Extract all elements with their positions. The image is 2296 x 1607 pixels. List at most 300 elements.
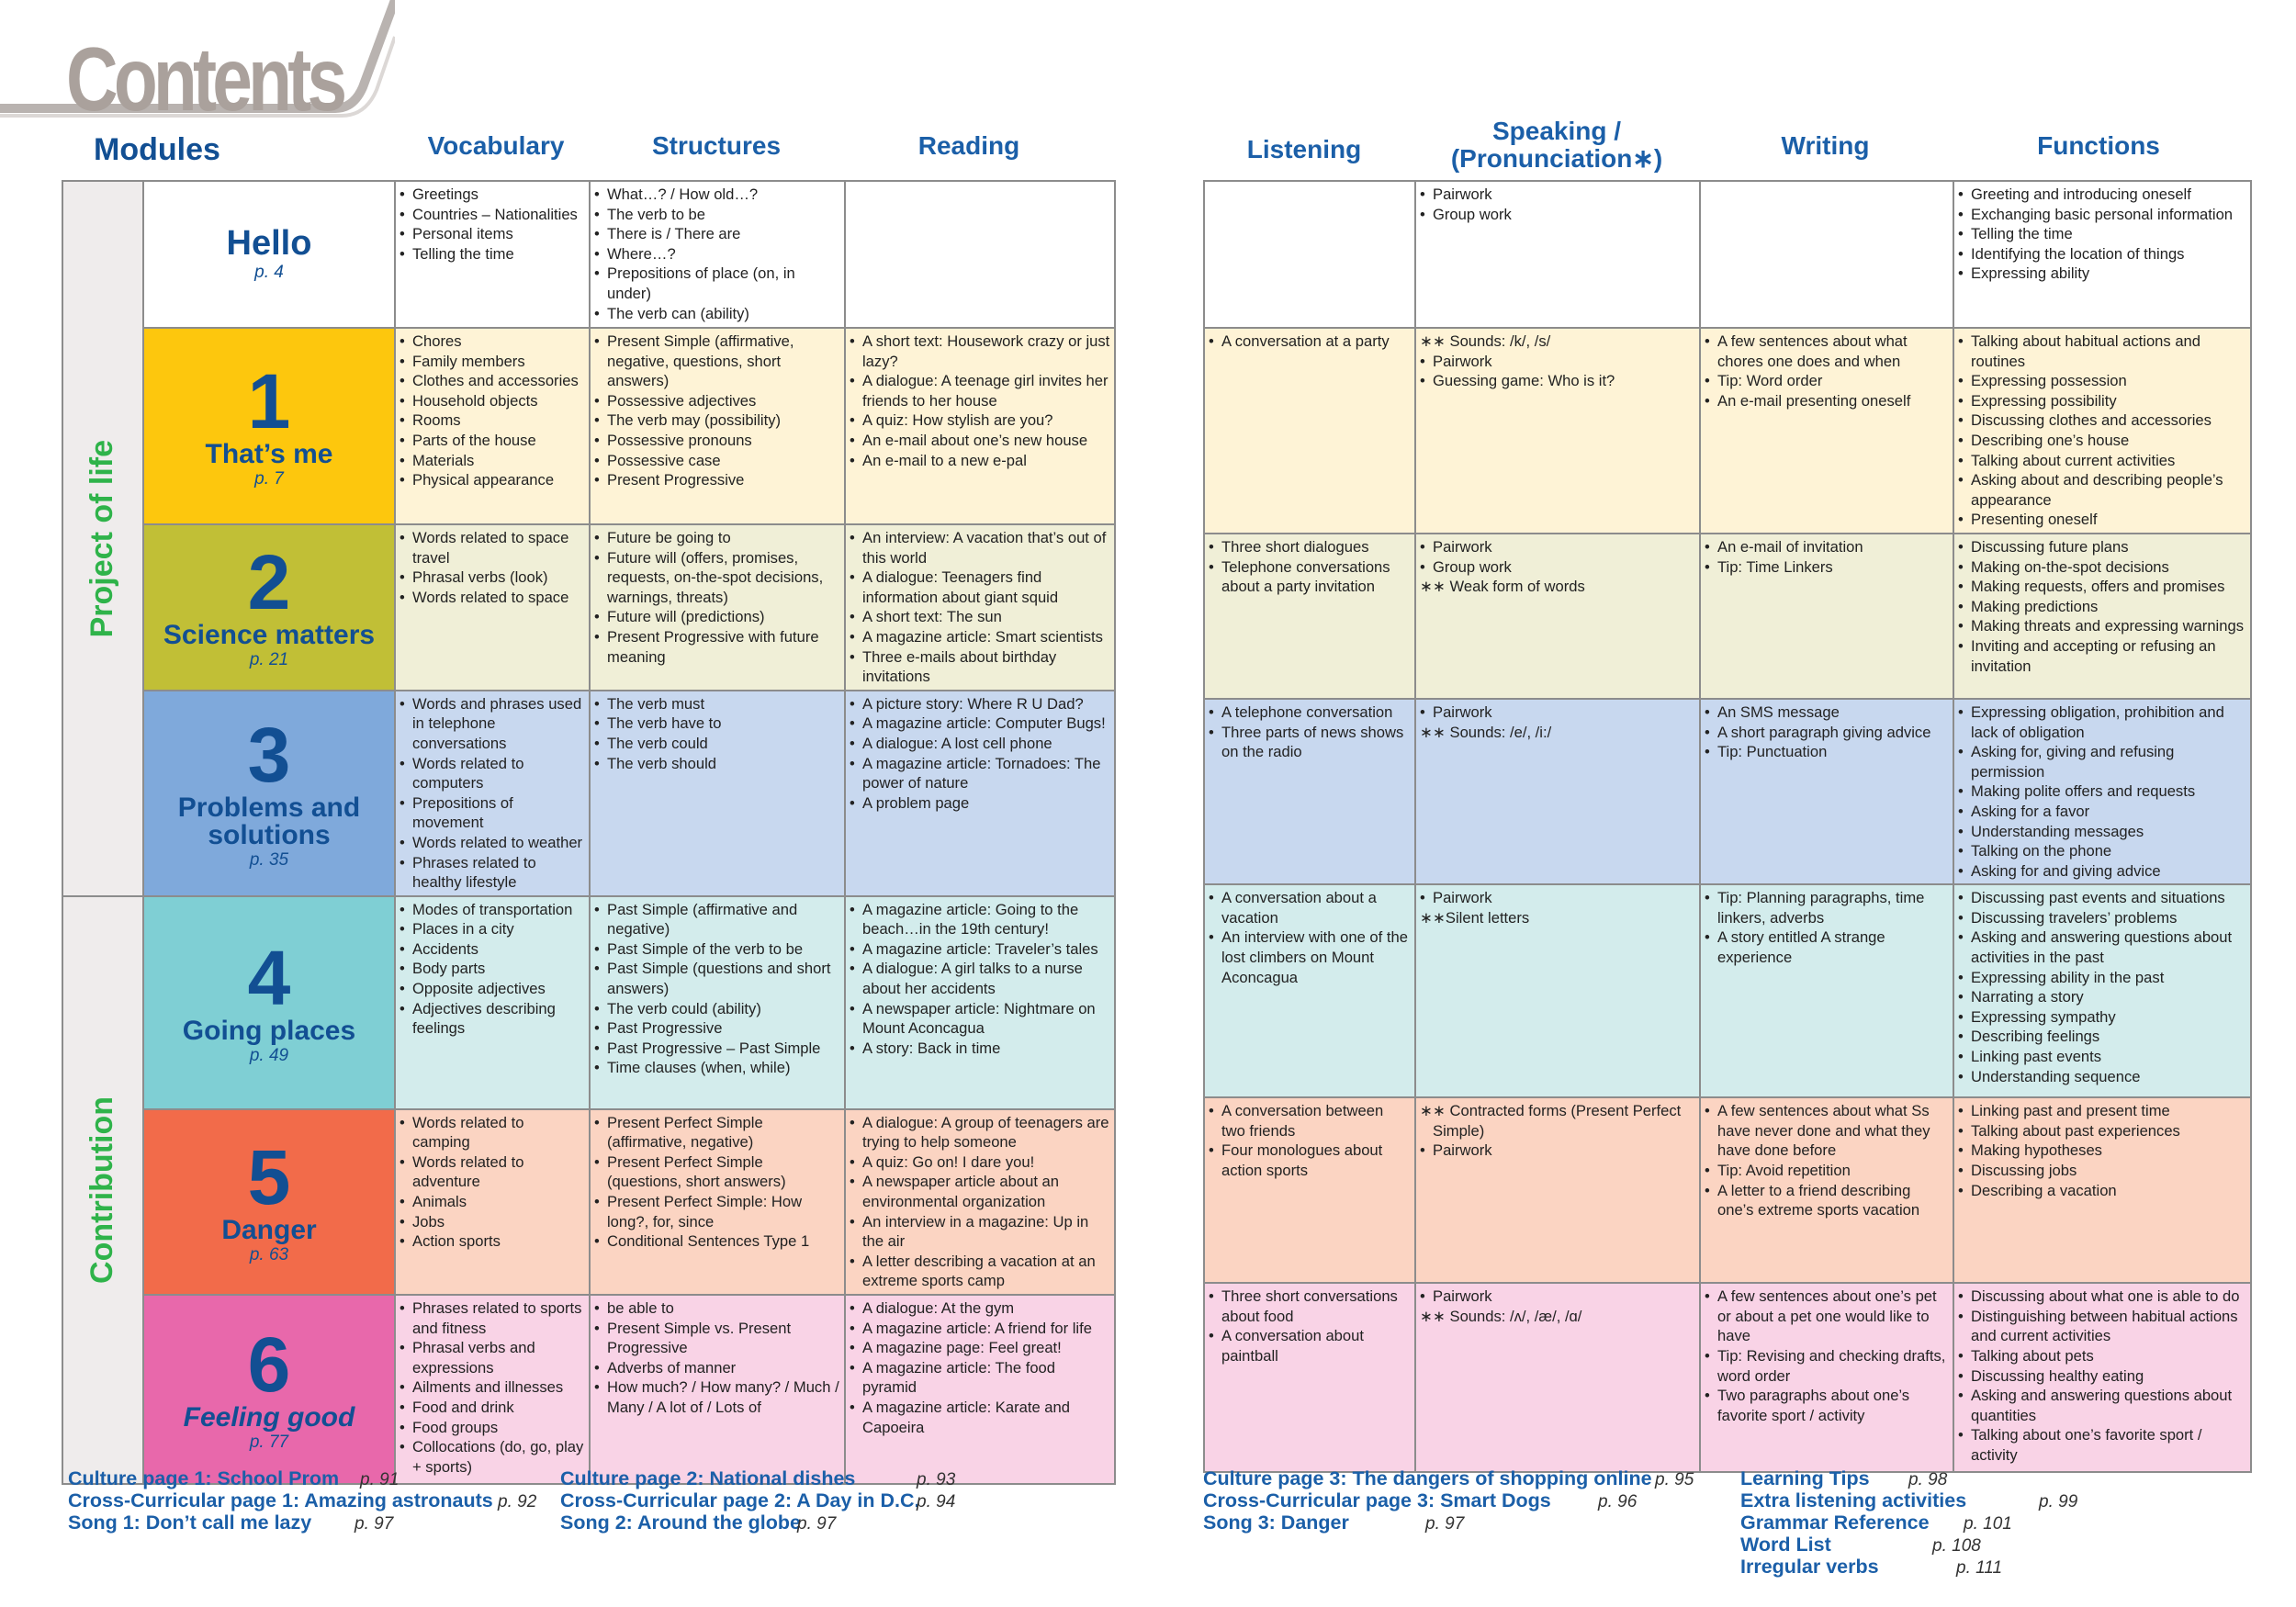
module-cell <box>143 1109 395 1295</box>
list-item: • The verb should <box>594 754 840 774</box>
reading-cell <box>845 181 1115 328</box>
module-number: 3 <box>247 711 291 798</box>
list-item: • Telling the time <box>1958 224 2246 244</box>
list-item: • Present Simple vs. Present Progressive <box>594 1319 840 1358</box>
item-list <box>594 332 840 490</box>
footer-item[interactable] <box>560 1467 956 1489</box>
list-item: • Tip: Avoid repetition <box>1705 1161 1949 1181</box>
footer-item[interactable] <box>1740 1511 2012 1534</box>
header-speaking-line1: Speaking / <box>1491 117 1622 145</box>
list-item: • Guessing game: Who is it? <box>1420 371 1695 391</box>
footer-item-page: p. 101 <box>1964 1514 2012 1534</box>
vocabulary-cell <box>395 328 590 524</box>
list-item: • A short paragraph giving advice <box>1705 723 1949 743</box>
list-item: • A magazine article: Going to the beach…in the 19th century! <box>850 900 1110 939</box>
item-list <box>1958 1101 2246 1200</box>
reading-cell <box>845 524 1115 691</box>
listening-cell <box>1204 181 1415 328</box>
list-item: • Describing feelings <box>1958 1027 2246 1047</box>
list-item: • A quiz: Go on! I dare you! <box>850 1152 1110 1173</box>
list-item: • Present Progressive with future meaning <box>594 627 840 667</box>
list-item: • Talking about habitual actions and routines <box>1958 332 2246 371</box>
vocabulary-cell <box>395 181 590 328</box>
list-item: • An e-mail presenting oneself <box>1705 391 1949 411</box>
header-reading: Reading <box>917 131 1020 160</box>
list-item: • A conversation about a vacation <box>1209 888 1411 927</box>
list-item: • Expressing obligation, prohibition and lack of obligation <box>1958 702 2246 742</box>
list-item: • Accidents <box>400 939 585 960</box>
list-item: • A letter to a friend describing one’s extreme sports vacation <box>1705 1181 1949 1220</box>
module-page: p. 49 <box>249 1045 289 1065</box>
list-item: • What…? / How old…? <box>594 185 840 205</box>
list-item: • Time clauses (when, while) <box>594 1058 840 1078</box>
item-list <box>400 1298 585 1477</box>
writing-cell <box>1700 699 1953 884</box>
list-item: • Phrases related to healthy lifestyle <box>400 853 585 893</box>
list-item: • A conversation at a party <box>1209 332 1411 352</box>
list-item: • Present Simple (affirmative, negative, questions, short answers) <box>594 332 840 391</box>
list-item: • Group work <box>1420 557 1695 578</box>
module-name: That’s me <box>205 439 333 469</box>
module-row <box>1204 181 2251 328</box>
list-item: • Places in a city <box>400 919 585 939</box>
list-item: • Present Perfect Simple (affirmative, negative) <box>594 1113 840 1152</box>
list-item: • The verb can (ability) <box>594 304 840 324</box>
list-item: • Prepositions of movement <box>400 793 585 833</box>
list-item: • Asking and answering questions about activities in the past <box>1958 927 2246 967</box>
footer-item-page: p. 111 <box>1956 1558 2003 1578</box>
list-item: • Adverbs of manner <box>594 1358 840 1378</box>
list-item: • Action sports <box>400 1231 585 1252</box>
list-item: • A problem page <box>850 793 1110 814</box>
list-item: • Three short conversations about food <box>1209 1287 1411 1326</box>
list-item: • Understanding sequence <box>1958 1067 2246 1087</box>
list-item: • Tip: Planning paragraphs, time linkers, adverbs <box>1705 888 1949 927</box>
list-item: • A magazine article: The food pyramid <box>850 1358 1110 1398</box>
list-item: • An SMS message <box>1705 702 1949 723</box>
item-list <box>1705 332 1949 410</box>
list-item: • Tip: Punctuation <box>1705 742 1949 762</box>
list-item: • Pairwork <box>1420 537 1695 557</box>
module-name: Danger <box>221 1214 317 1245</box>
writing-cell <box>1700 328 1953 534</box>
list-item: • Present Perfect Simple (questions, short answers) <box>594 1152 840 1192</box>
list-item: • An interview: A vacation that’s out of this world <box>850 528 1110 568</box>
item-list <box>1705 537 1949 577</box>
listening-cell <box>1204 1097 1415 1283</box>
list-item: • Tip: Time Linkers <box>1705 557 1949 578</box>
header-writing: Writing <box>1781 131 1870 160</box>
list-item: • Prepositions of place (on, in under) <box>594 264 840 303</box>
item-list <box>400 332 585 490</box>
speaking-cell <box>1415 1283 1700 1472</box>
module-row <box>1204 1097 2251 1283</box>
list-item: • Two paragraphs about one’s favorite sport / activity <box>1705 1386 1949 1425</box>
module-cell <box>143 181 395 328</box>
item-list <box>1209 332 1411 352</box>
item-list <box>594 185 840 323</box>
footer-item[interactable] <box>68 1511 394 1534</box>
module-row <box>62 896 1115 1109</box>
structures-cell <box>590 1295 845 1484</box>
list-item: • Possessive case <box>594 451 840 471</box>
list-item: • The verb may (possibility) <box>594 410 840 431</box>
listening-cell <box>1204 699 1415 884</box>
list-item: • Present Progressive <box>594 470 840 490</box>
list-item: • A dialogue: Teenagers find information about giant squid <box>850 568 1110 607</box>
module-row <box>1204 884 2251 1097</box>
list-item: • Words related to camping <box>400 1113 585 1152</box>
list-item: • A few sentences about one’s pet or about a pet one would like to have <box>1705 1287 1949 1346</box>
footer-item-label: Irregular verbs <box>1740 1556 1879 1578</box>
item-list <box>850 1298 1110 1437</box>
item-list <box>594 1298 840 1418</box>
item-list <box>1209 1287 1411 1365</box>
footer-item-label: Word List <box>1740 1534 1831 1556</box>
functions-cell <box>1953 181 2251 328</box>
list-item: • Words related to adventure <box>400 1152 585 1192</box>
list-item: • A magazine article: Tornadoes: The power of nature <box>850 754 1110 793</box>
module-page: p. 63 <box>249 1244 289 1264</box>
item-list <box>1958 888 2246 1086</box>
header-speaking-line2: (Pronunciation∗) <box>1450 144 1663 173</box>
writing-cell <box>1700 181 1953 328</box>
item-list <box>594 694 840 773</box>
listening-cell <box>1204 884 1415 1097</box>
footer-item[interactable] <box>1740 1489 2078 1511</box>
list-item: • Making on-the-spot decisions <box>1958 557 2246 578</box>
list-item: • Expressing ability <box>1958 264 2246 284</box>
list-item: • A magazine article: Computer Bugs! <box>850 714 1110 734</box>
module-row <box>62 1295 1115 1484</box>
footer-item-page: p. 95 <box>1655 1470 1694 1489</box>
list-item: • Understanding messages <box>1958 822 2246 842</box>
list-item: • Household objects <box>400 391 585 411</box>
item-list <box>1420 1287 1695 1326</box>
item-list <box>1705 702 1949 762</box>
list-item: • Expressing possession <box>1958 371 2246 391</box>
item-list <box>400 528 585 607</box>
list-item: • Discussing travelers’ problems <box>1958 908 2246 928</box>
section-label-text: Project of life <box>84 439 120 638</box>
list-item: • A dialogue: At the gym <box>850 1298 1110 1319</box>
list-item: • Asking for a favor <box>1958 802 2246 822</box>
item-list <box>400 185 585 264</box>
item-list <box>1209 888 1411 987</box>
module-cell <box>143 1295 395 1484</box>
reading-cell <box>845 328 1115 524</box>
reading-cell <box>845 1295 1115 1484</box>
list-item: • Past Simple of the verb to be <box>594 939 840 960</box>
module-cell <box>143 524 395 691</box>
footer-item-label: Cross-Curricular page 2: A Day in D.C. <box>560 1489 920 1511</box>
header-speaking <box>1414 118 1699 173</box>
vocabulary-cell <box>395 524 590 691</box>
module-number: 4 <box>247 934 291 1021</box>
list-item: • Animals <box>400 1192 585 1212</box>
item-list <box>850 900 1110 1059</box>
list-item: • Tip: Revising and checking drafts, word order <box>1705 1346 1949 1386</box>
header-listening: Listening <box>1246 135 1362 163</box>
list-item: • Describing one’s house <box>1958 431 2246 451</box>
list-item: • Opposite adjectives <box>400 979 585 999</box>
list-item: • Making requests, offers and promises <box>1958 577 2246 597</box>
list-item: • Discussing healthy eating <box>1958 1366 2246 1387</box>
item-list <box>850 528 1110 687</box>
functions-cell <box>1953 1097 2251 1283</box>
list-item: • Making predictions <box>1958 597 2246 617</box>
module-page: p. 77 <box>249 1433 289 1453</box>
footer-item[interactable] <box>560 1489 956 1511</box>
module-row <box>62 328 1115 524</box>
module-page: p. 35 <box>249 849 289 870</box>
list-item: • Discussing clothes and accessories <box>1958 410 2246 431</box>
list-item: • Tip: Word order <box>1705 371 1949 391</box>
module-page: p. 21 <box>249 650 289 670</box>
list-item: • The verb must <box>594 694 840 714</box>
footer-item-label: Culture page 3: The dangers of shopping online <box>1203 1467 1652 1489</box>
footer-item[interactable] <box>1740 1534 1981 1556</box>
item-list <box>850 1113 1110 1291</box>
section-label <box>62 181 143 896</box>
list-item: • An e-mail about one’s new house <box>850 431 1110 451</box>
item-list <box>1420 185 1695 224</box>
writing-cell <box>1700 884 1953 1097</box>
list-item: • Asking for, giving and refusing permission <box>1958 742 2246 781</box>
list-item: • A newspaper article: Nightmare on Mount Aconcagua <box>850 999 1110 1039</box>
listening-cell <box>1204 534 1415 699</box>
list-item: • Possessive pronouns <box>594 431 840 451</box>
list-item: • Talking about one’s favorite sport / activity <box>1958 1425 2246 1465</box>
list-item: • A dialogue: A girl talks to a nurse about her accidents <box>850 959 1110 998</box>
footer-item[interactable] <box>68 1489 537 1511</box>
footer-item-page: p. 91 <box>360 1470 400 1489</box>
item-list <box>1209 1101 1411 1180</box>
list-item: • Adjectives describing feelings <box>400 999 585 1039</box>
writing-cell <box>1700 1097 1953 1283</box>
footer-item-page: p. 98 <box>1908 1470 1948 1489</box>
footer-item[interactable] <box>68 1467 400 1489</box>
speaking-cell <box>1415 181 1700 328</box>
list-item: • Three e-mails about birthday invitations <box>850 647 1110 687</box>
module-number: 6 <box>247 1321 291 1409</box>
module-row <box>62 1109 1115 1295</box>
module-name: Going places <box>182 1015 356 1046</box>
footer-item-label: Cross-Curricular page 3: Smart Dogs <box>1203 1489 1551 1511</box>
module-name: Feeling good <box>183 1402 355 1433</box>
list-item: • Talking about past experiences <box>1958 1121 2246 1141</box>
reading-cell <box>845 691 1115 896</box>
module-page: p. 4 <box>254 263 284 282</box>
list-item: • An e-mail of invitation <box>1705 537 1949 557</box>
module-name: Science matters <box>163 620 376 651</box>
item-list <box>594 900 840 1078</box>
list-item: • A dialogue: A group of teenagers are trying to help someone <box>850 1113 1110 1152</box>
list-item: • A conversation between two friends <box>1209 1101 1411 1141</box>
list-item: • Food and drink <box>400 1398 585 1418</box>
list-item: • An e-mail to a new e-pal <box>850 451 1110 471</box>
footer-item[interactable] <box>560 1511 837 1534</box>
footer-item-label: Song 1: Don’t call me lazy <box>68 1511 312 1534</box>
structures-cell <box>590 1109 845 1295</box>
list-item: • Expressing ability in the past <box>1958 968 2246 988</box>
list-item: • Physical appearance <box>400 470 585 490</box>
footer-item-page: p. 92 <box>498 1492 537 1511</box>
list-item: • Discussing about what one is able to do <box>1958 1287 2246 1307</box>
footer-item[interactable] <box>1740 1467 1948 1489</box>
footer-item-label: Cross-Curricular page 1: Amazing astronauts <box>68 1489 493 1511</box>
list-item: • Asking for and giving advice <box>1958 861 2246 882</box>
header-modules: Modules <box>94 132 220 167</box>
list-item: • An interview in a magazine: Up in the air <box>850 1212 1110 1252</box>
footer-item-label: Culture page 2: National dishes <box>560 1467 856 1489</box>
list-item: • A conversation about paintball <box>1209 1326 1411 1365</box>
item-list <box>594 1113 840 1252</box>
list-item: • Modes of transportation <box>400 900 585 920</box>
list-item: • Expressing sympathy <box>1958 1007 2246 1028</box>
functions-cell <box>1953 884 2251 1097</box>
footer-item[interactable] <box>1740 1556 2003 1578</box>
list-item: • Pairwork <box>1420 352 1695 372</box>
vocabulary-cell <box>395 1295 590 1484</box>
list-item: • A telephone conversation <box>1209 702 1411 723</box>
list-item: • Group work <box>1420 205 1695 225</box>
list-item: • Greeting and introducing oneself <box>1958 185 2246 205</box>
structures-cell <box>590 691 845 896</box>
list-item: ∗ ∗ Sounds: /e/, /i:/ <box>1420 723 1695 743</box>
section-label <box>62 896 143 1484</box>
list-item: • A magazine article: Karate and Capoeira <box>850 1398 1110 1437</box>
list-item: ∗ ∗ Sounds: /k/, /s/ <box>1420 332 1695 352</box>
item-list <box>850 332 1110 470</box>
list-item: • Future will (offers, promises, requests, on-the-spot decisions, warnings, threats) <box>594 548 840 608</box>
list-item: • Words related to computers <box>400 754 585 793</box>
module-row <box>1204 328 2251 534</box>
list-item: • Discussing jobs <box>1958 1161 2246 1181</box>
list-item: • Where…? <box>594 244 840 264</box>
list-item: • The verb to be <box>594 205 840 225</box>
list-item: • Jobs <box>400 1212 585 1232</box>
module-number: 1 <box>247 358 291 444</box>
footer-item[interactable] <box>1203 1489 1638 1511</box>
footer-item-page: p. 96 <box>1598 1492 1638 1511</box>
list-item: • Possessive adjectives <box>594 391 840 411</box>
list-item: • Greetings <box>400 185 585 205</box>
writing-cell <box>1700 534 1953 699</box>
list-item: • Making threats and expressing warnings <box>1958 616 2246 636</box>
list-item: • Materials <box>400 451 585 471</box>
item-list <box>1420 332 1695 391</box>
functions-cell <box>1953 534 2251 699</box>
functions-cell <box>1953 699 2251 884</box>
list-item: • An interview with one of the lost climbers on Mount Aconcagua <box>1209 927 1411 987</box>
list-item: • Three short dialogues <box>1209 537 1411 557</box>
item-list <box>1958 1287 2246 1465</box>
list-item: • Words related to space <box>400 588 585 608</box>
list-item: • Making hypotheses <box>1958 1141 2246 1161</box>
list-item: • Expressing possibility <box>1958 391 2246 411</box>
list-item: • A magazine article: Traveler’s tales <box>850 939 1110 960</box>
list-item: • Body parts <box>400 959 585 979</box>
speaking-cell <box>1415 884 1700 1097</box>
footer-item-label: Song 3: Danger <box>1203 1511 1349 1534</box>
list-item: ∗ ∗ Weak form of words <box>1420 577 1695 597</box>
footer-item-page: p. 97 <box>797 1514 837 1534</box>
list-item: • Past Simple (affirmative and negative) <box>594 900 840 939</box>
list-item: • Exchanging basic personal information <box>1958 205 2246 225</box>
item-list <box>1958 185 2246 284</box>
list-item: • Ailments and illnesses <box>400 1377 585 1398</box>
item-list <box>1209 537 1411 597</box>
footer-item-label: Grammar Reference <box>1740 1511 1930 1534</box>
vocabulary-cell <box>395 1109 590 1295</box>
structures-cell <box>590 896 845 1109</box>
list-item: • Making polite offers and requests <box>1958 781 2246 802</box>
list-item: • Words related to space travel <box>400 528 585 568</box>
header-vocabulary: Vocabulary <box>427 131 565 160</box>
item-list <box>594 528 840 667</box>
list-item: • Presenting oneself <box>1958 510 2246 530</box>
list-item: • Countries – Nationalities <box>400 205 585 225</box>
list-item: • Personal items <box>400 224 585 244</box>
list-item: • Discussing future plans <box>1958 537 2246 557</box>
footer-item[interactable] <box>1203 1511 1465 1534</box>
list-item: • Chores <box>400 332 585 352</box>
module-row <box>62 181 1115 328</box>
list-item: ∗ ∗ Contracted forms (Present Perfect Simple) <box>1420 1101 1695 1141</box>
footer-item[interactable] <box>1203 1467 1694 1489</box>
reading-cell <box>845 1109 1115 1295</box>
module-row <box>62 524 1115 691</box>
list-item: • A quiz: How stylish are you? <box>850 410 1110 431</box>
item-list <box>1958 332 2246 530</box>
section-label-text: Contribution <box>84 1096 120 1284</box>
list-item: • Linking past and present time <box>1958 1101 2246 1121</box>
item-list <box>1958 702 2246 881</box>
list-item: • A magazine article: Smart scientists <box>850 627 1110 647</box>
list-item: • Phrasal verbs (look) <box>400 568 585 588</box>
list-item: • Pairwork <box>1420 702 1695 723</box>
module-name: Problems and solutions <box>177 792 361 850</box>
listening-cell <box>1204 328 1415 534</box>
module-cell <box>143 691 395 896</box>
item-list <box>1420 1101 1695 1161</box>
footer-item-page: p. 108 <box>1932 1536 1981 1556</box>
writing-cell <box>1700 1283 1953 1472</box>
speaking-cell <box>1415 534 1700 699</box>
listening-cell <box>1204 1283 1415 1472</box>
list-item: • Asking about and describing people’s appearance <box>1958 470 2246 510</box>
list-item: • How much? / How many? / Much / Many / A lot of / Lots of <box>594 1377 840 1417</box>
list-item: • Past Progressive – Past Simple <box>594 1039 840 1059</box>
list-item: • Telephone conversations about a party invitation <box>1209 557 1411 597</box>
item-list <box>1705 1287 1949 1425</box>
list-item: • Future be going to <box>594 528 840 548</box>
list-item: • Words and phrases used in telephone conversations <box>400 694 585 754</box>
right-contents-table <box>1203 180 2252 1473</box>
list-item: • A story: Back in time <box>850 1039 1110 1059</box>
list-item: • Conditional Sentences Type 1 <box>594 1231 840 1252</box>
module-row <box>1204 1283 2251 1472</box>
list-item: • A newspaper article about an environmental organization <box>850 1172 1110 1211</box>
vocabulary-cell <box>395 896 590 1109</box>
list-item: • The verb could <box>594 734 840 754</box>
footer-item-page: p. 94 <box>917 1492 956 1511</box>
item-list <box>1209 702 1411 762</box>
page-title: Contents <box>66 28 343 129</box>
list-item: • Food groups <box>400 1418 585 1438</box>
list-item: • Discussing past events and situations <box>1958 888 2246 908</box>
